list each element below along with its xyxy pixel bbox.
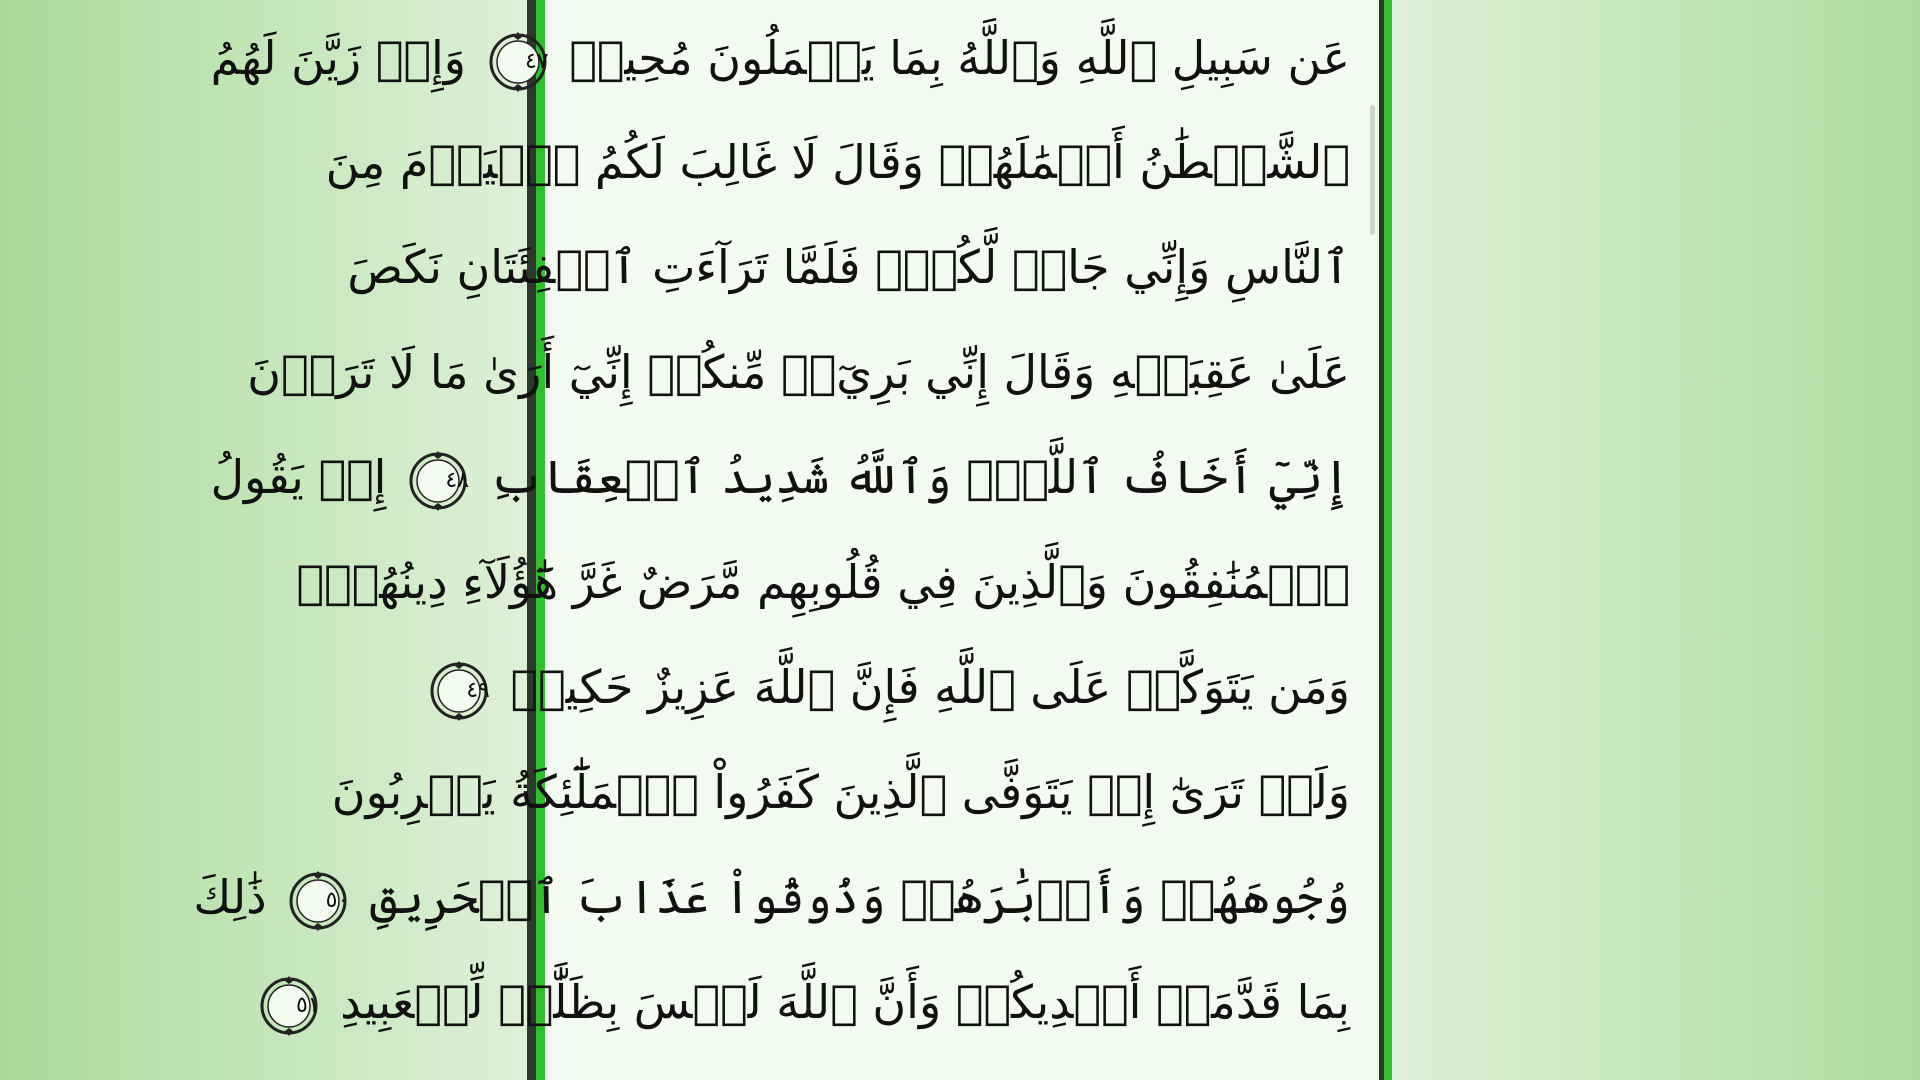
ayah-number-marker	[487, 31, 549, 93]
verse-line	[296, 530, 1350, 634]
verse-text: عَن سَبِيلِ ٱللَّهِ وَٱللَّهُ بِمَا يَعۡمَلُونَ مُحِيطٞ	[569, 31, 1350, 85]
verse-line	[331, 740, 1350, 844]
verse-text: وَمَن يَتَوَكَّلۡ عَلَى ٱللَّهِ فَإِنَّ ٱللَّهَ عَزِيزٌ حَكِيمٞ	[510, 660, 1350, 714]
verse-line	[247, 320, 1350, 424]
verse-line	[193, 845, 1350, 949]
verse-text: عَلَىٰ عَقِبَيۡهِ وَقَالَ إِنِّي بَرِيٓءٞ مِّنكُمۡ إِنِّيٓ أَرَىٰ مَا لَا تَرَوۡنَ	[247, 345, 1350, 399]
verse-text: إِذۡ يَقُولُ	[210, 450, 387, 504]
ayah-number: ٤٨	[445, 468, 470, 493]
ayah-number: ٤٧	[524, 49, 549, 74]
verse-line	[347, 215, 1350, 319]
verse-line	[466, 635, 1350, 739]
ayah-number-marker	[258, 975, 320, 1037]
ayah-number-marker	[407, 450, 469, 512]
verse-text: ٱلۡمُنَٰفِقُونَ وَٱلَّذِينَ فِي قُلُوبِهِم مَّرَضٌ غَرَّ هَٰٓؤُلَآءِ دِينُهُمۡۗ	[296, 555, 1350, 609]
verse-line	[325, 110, 1350, 214]
verse-text: ٱلشَّيۡطَٰنُ أَعۡمَٰلَهُمۡ وَقَالَ لَا غَالِبَ لَكُمُ ٱلۡيَوۡمَ مِنَ	[325, 135, 1350, 189]
verse-text: إِنِّيٓ أَخَافُ ٱللَّهَۚ وَٱللَّهُ شَدِيدُ ٱلۡعِقَابِ	[489, 450, 1350, 504]
ayah-number-marker	[428, 660, 490, 722]
verse-lines	[193, 0, 1350, 1080]
verse-text: وَلَوۡ تَرَىٰٓ إِذۡ يَتَوَفَّى ٱلَّذِينَ كَفَرُواْ ٱلۡمَلَٰٓئِكَةُ يَضۡرِبُونَ	[331, 765, 1350, 819]
verse-text: وُجُوهَهُمۡ وَأَدۡبَٰرَهُمۡ وَذُوقُواْ عَذَابَ ٱلۡحَرِيقِ	[369, 870, 1350, 924]
verse-line	[210, 6, 1350, 110]
ayah-number: ٥١	[295, 993, 320, 1018]
verse-text: ذَٰلِكَ	[193, 870, 267, 924]
verse-line	[210, 425, 1350, 529]
scrollbar-thumb[interactable]	[1370, 105, 1375, 235]
verse-line	[295, 950, 1350, 1054]
verse-text: ٱلنَّاسِ وَإِنِّي جَارٞ لَّكُمۡۖ فَلَمَّا تَرَآءَتِ ٱلۡفِئَتَانِ نَكَصَ	[347, 240, 1350, 294]
verse-text: وَإِذۡ زَيَّنَ لَهُمُ	[210, 31, 466, 85]
verse-text: بِمَا قَدَّمَتۡ أَيۡدِيكُمۡ وَأَنَّ ٱللَّهَ لَيۡسَ بِظَلَّٰمٖ لِّلۡعَبِيدِ	[340, 975, 1350, 1029]
page-border-right-green	[1384, 0, 1392, 1080]
ayah-number: ٥٠	[325, 888, 350, 913]
ayah-number: ٤٩	[466, 678, 490, 703]
ayah-number-marker	[287, 870, 349, 932]
